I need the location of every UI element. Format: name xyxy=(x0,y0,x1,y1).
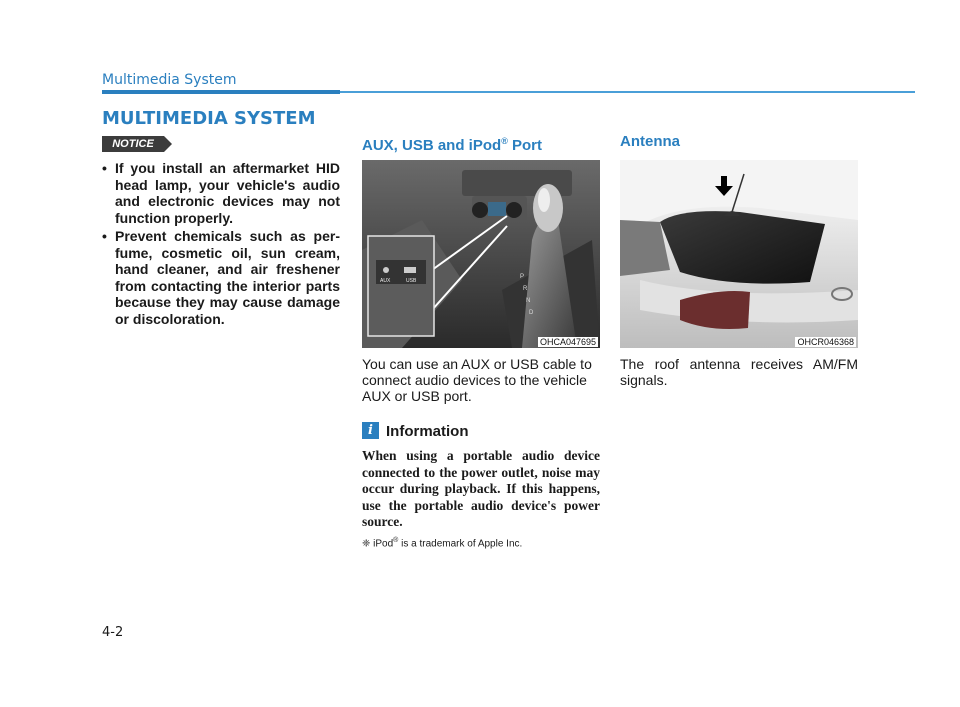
section-title: Multimedia System xyxy=(102,72,237,88)
header-rule-light xyxy=(340,91,915,93)
aux-title-prefix: AUX, USB and iPod xyxy=(362,137,502,154)
antenna-section-title: Antenna xyxy=(620,133,680,150)
header-rule-dark xyxy=(102,90,340,94)
shifter-letter: P xyxy=(520,274,525,280)
aux-usb-photo xyxy=(362,160,600,348)
console-illustration xyxy=(362,160,600,348)
inset-frame xyxy=(368,236,434,336)
aux-body-text: You can use an AUX or USB cable to connect audio devices to the vehicle AUX or USB port. xyxy=(362,356,592,404)
shifter-letter: D xyxy=(529,310,534,316)
aux-title-reg: ® xyxy=(501,136,508,146)
info-title: Information xyxy=(386,423,469,440)
page-number: 4-2 xyxy=(102,625,124,640)
notice-item: • Prevent chemicals such as per-fume, cosmetic oil, sun cream, hand cleaner, and air freshener from contacting the interior parts because they may cause damage or discoloration. xyxy=(102,228,340,327)
shifter-letter: N xyxy=(526,298,531,304)
notice-item: • If you install an aftermarket HID head lamp, your vehicle's audio and electronic devices may not function properly. xyxy=(102,160,340,226)
knob xyxy=(472,202,488,218)
antenna-image-label: OHCR046368 xyxy=(797,337,854,347)
info-text: When using a portable audio device connected to the power outlet, noise may occur during playback. If this happens, use the portable audio device's power source. xyxy=(362,448,600,529)
aux-port-icon xyxy=(383,267,389,273)
inset-label-usb: USB xyxy=(406,278,417,284)
antenna-body-text: The roof antenna receives AM/FM signals. xyxy=(620,356,858,388)
antenna-photo xyxy=(620,160,858,348)
trademark-prefix: ❈ iPod xyxy=(362,538,394,550)
trademark-note xyxy=(362,537,522,549)
notice-badge: NOTICE xyxy=(102,136,164,152)
knob xyxy=(506,202,522,218)
page-title: MULTIMEDIA SYSTEM xyxy=(102,108,316,129)
aux-image-label: OHCA047695 xyxy=(539,337,596,347)
shifter-letter: R xyxy=(523,286,528,292)
notice-list xyxy=(102,160,340,329)
inset-label-aux: AUX xyxy=(380,278,391,284)
car-rear-illustration xyxy=(620,160,858,348)
aux-section-title xyxy=(362,136,542,154)
usb-port-icon xyxy=(404,267,416,273)
trademark-suffix: is a trademark of Apple Inc. xyxy=(398,538,523,550)
aux-title-suffix: Port xyxy=(507,137,542,154)
trademark-reg: ® xyxy=(393,537,399,544)
info-icon: i xyxy=(362,422,379,439)
